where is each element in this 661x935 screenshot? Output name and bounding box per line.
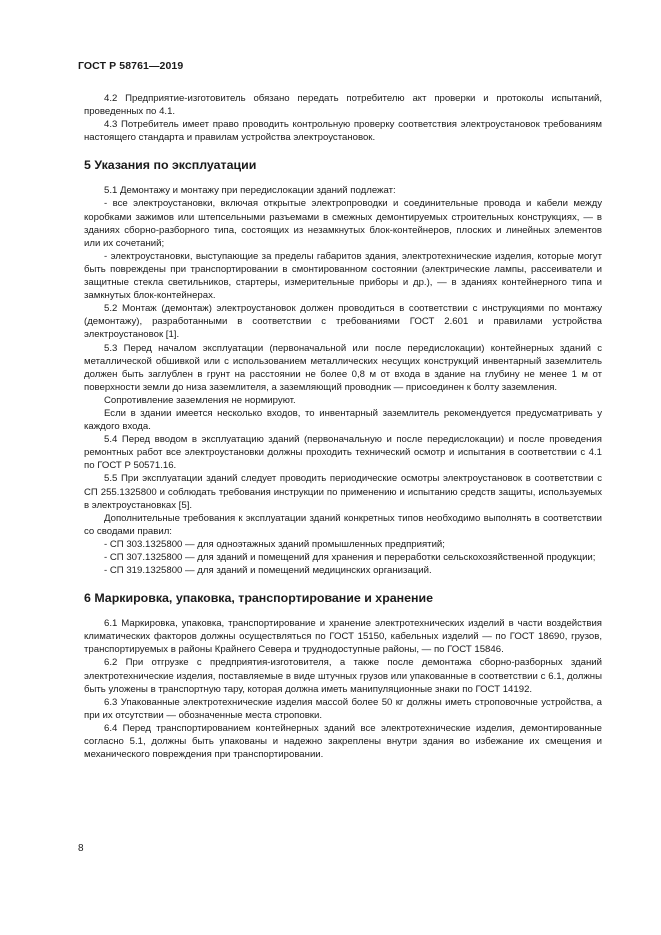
paragraph: 4.3 Потребитель имеет право проводить контрольную проверку соответствия электроустановок требованиям настоящего стандарта и правилам устройства электроустановок. [84,119,602,144]
section-5-heading: 5 Указания по эксплуатации [84,158,257,173]
paragraph: 5.4 Перед вводом в эксплуатацию зданий (первоначальную и после передислокации) и после проведения ремонтных работ все электроустановки должны проходить технический осмотр и испытания в соответствии с 4.1 по ГОСТ Р 50571.16. [84,434,602,472]
paragraph: Сопротивление заземления не нормируют. [104,394,296,406]
paragraph: 6.2 При отгрузке с предприятия-изготовителя, а также после демонтажа сборно-разборных зданий электротехнические изделия, поставляемые в виде штучных грузов или упакованные в соответствии с 6.1, должны быть уложены в транспортную тару, которая должна иметь манипуляционные знаки по ГОСТ 14192. [84,657,602,695]
list-item: - СП 307.1325800 — для зданий и помещений для хранения и переработки сельскохозяйственной продукции; [104,552,596,563]
page-number: 8 [78,843,84,854]
paragraph: Если в здании имеется несколько входов, то инвентарный заземлитель рекомендуется предусматривать у каждого входа. [84,407,602,433]
list-item: - СП 303.1325800 — для одноэтажных зданий промышленных предприятий; [104,538,445,550]
document-header: ГОСТ Р 58761—2019 [78,60,184,72]
paragraph: - все электроустановки, включая открытые электропроводки и соединительные провода и кабели между коробками зажимов или штепсельными разъемами в смежных демонтируемых строительных конструкциях, — в зданиях сборно-разборного типа, состоящих из незамкнутых блок-контейнеров, плоских и линейных элементов или их сочетаний; [84,198,602,249]
paragraph: 6.3 Упакованные электротехнические изделия массой более 50 кг должны иметь строповочные устройства, а при их отсутствии — обозначенные места строповки. [84,696,602,721]
paragraph: 5.1 Демонтажу и монтажу при передислокации зданий подлежат: [104,185,396,197]
list-item: - СП 319.1325800 — для зданий и помещений медицинских организаций. [104,565,432,577]
paragraph: 5.5 При эксплуатации зданий следует проводить периодические осмотры электроустановок в соответствии с СП 255.1325800 и соблюдать требования инструкции по применению и испытанию средств защиты, используемых в электроустановках [5]. [84,473,602,511]
paragraph: - электроустановки, выступающие за пределы габаритов здания, электротехнические изделия, которые могут быть повреждены при транспортировании в смонтированном состоянии (электрические лампы, рассеиватели и защитные стекла светильников, стартеры, измерительные приборы и др.), — в зданиях контейнерного типа и замкнутых блок-контейнерах. [84,250,602,302]
section-6-heading: 6 Маркировка, упаковка, транспортирование и хранение [84,591,434,606]
paragraph: 5.3 Перед началом эксплуатации (первоначальной или после передислокации) контейнерных зданий с металлической обшивкой или с использованием металлических несущих конструкций инвентарный заземлитель должен быть заглублен в грунт на расстоянии не более 0,8 м от входа в здание на глубину не менее 1 м от поверхности земли до низа заземлителя, а заземляющий проводник — присоединен к болту заземления. [84,342,602,393]
paragraph: 6.1 Маркировка, упаковка, транспортирование и хранение электротехнических изделий в части воздействия климатических факторов должны осуществляться по ГОСТ 15150, кабельных изделий — по ГОСТ 18690, грузов, транспортируемых в районы Крайнего Севера и труднодоступные районы, — по ГОСТ 15846. [84,618,602,656]
page-body [84,92,602,761]
paragraph: 5.2 Монтаж (демонтаж) электроустановок должен проводиться в соответствии с инструкциями по монтажу (демонтажу), разработанными в соответствии с требованиями ГОСТ 2.601 и правилами устройства электроустановок [1]. [84,303,602,341]
paragraph: 6.4 Перед транспортированием контейнерных зданий все электротехнические изделия, демонтированные согласно 5.1, должны быть упакованы и надежно закреплены внутри здания во избежание их смещения и механического повреждения при транспортировании. [84,722,602,761]
paragraph: 4.2 Предприятие-изготовитель обязано передать потребителю акт проверки и протоколы испытаний, проведенных по 4.1. [84,93,602,118]
paragraph: Дополнительные требования к эксплуатации зданий конкретных типов необходимо выполнять в соответствии со сводами правил: [84,512,602,537]
